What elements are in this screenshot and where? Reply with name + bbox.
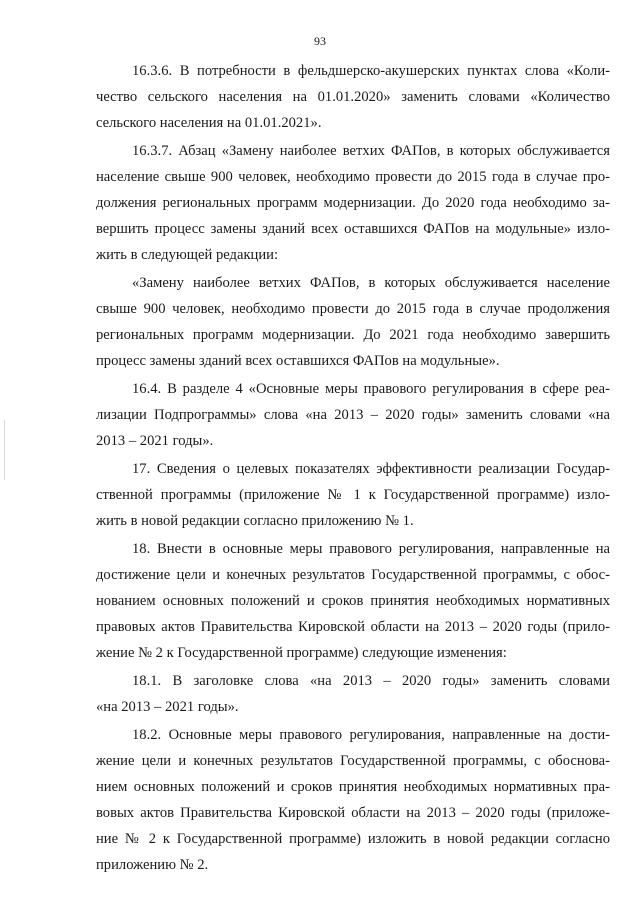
text-line: 2013 – 2021 годы». (96, 433, 214, 449)
paragraph-16-4 (96, 376, 610, 454)
text-line: достижение цели и конечных результатов Государственной программы, с обос- (96, 567, 610, 583)
paragraph-quote-new-text (96, 270, 610, 374)
text-line: 16.3.7. Абзац «Замену наиболее ветхих ФАПов, в которых обслуживается (132, 143, 610, 159)
scan-margin-artifact (4, 420, 5, 480)
text-line: региональных программ модернизации. До 2021 года необходимо завершить (96, 327, 610, 343)
text-line: жить в следующей редакции: (96, 247, 279, 263)
paragraph-16-3-6 (96, 58, 610, 136)
text-line: лизации Подпрограммы» слова «на 2013 – 2020 годы» заменить словами «на (96, 407, 610, 423)
page-number: 93 (314, 34, 326, 48)
text-line: жение цели и конечных результатов Государственной программы, с обоснова- (96, 753, 610, 769)
text-line: 18. Внести в основные меры правового регулирования, направленные на (132, 541, 610, 557)
paragraph-18-1 (96, 668, 610, 720)
text-line: 16.3.6. В потребности в фельдшерско-акушерских пунктах слова «Коли- (132, 63, 610, 79)
text-line: сельского населения на 01.01.2021». (96, 115, 322, 131)
text-line: жить в новой редакции согласно приложению № 1. (96, 513, 414, 529)
text-line: население свыше 900 человек, необходимо провести до 2015 года в случае про- (96, 169, 610, 185)
text-line: 16.4. В разделе 4 «Основные меры правового регулирования в сфере реа- (132, 381, 610, 397)
document-body (96, 58, 610, 878)
text-line: 17. Сведения о целевых показателях эффективности реализации Государ- (132, 461, 610, 477)
text-line: жение № 2 к Государственной программе) следующие изменения: (96, 645, 507, 661)
text-line: процесс замены зданий всех оставшихся ФАПов на модульные». (96, 353, 500, 369)
text-line: ственной программы (приложение № 1 к Государственной программе) изло- (96, 487, 610, 503)
text-line: свыше 900 человек, необходимо провести до 2015 года в случае продолжения (96, 301, 610, 317)
paragraph-18-2 (96, 722, 610, 878)
text-line: нованием основных положений и сроков принятия необходимых нормативных (96, 593, 610, 609)
paragraph-17 (96, 456, 610, 534)
text-line: ние № 2 к Государственной программе) изложить в новой редакции согласно (96, 831, 610, 847)
text-line: правовых актов Правительства Кировской области на 2013 – 2020 годы (прило- (96, 619, 610, 635)
text-line: должения региональных программ модернизации. До 2020 года необходимо за- (96, 195, 610, 211)
text-line: 18.2. Основные меры правового регулирования, направленные на дости- (132, 727, 610, 743)
text-line: нием основных положений и сроков принятия необходимых нормативных пра- (96, 779, 610, 795)
text-line: 18.1. В заголовке слова «на 2013 – 2020 годы» заменить словами (132, 673, 610, 689)
paragraph-16-3-7 (96, 138, 610, 268)
paragraph-18 (96, 536, 610, 666)
text-line: «на 2013 – 2021 годы». (96, 699, 239, 715)
text-line: «Замену наиболее ветхих ФАПов, в которых обслуживается население (132, 275, 610, 291)
text-line: чество сельского населения на 01.01.2020» заменить словами «Количество (96, 89, 610, 105)
text-line: вовых актов Правительства Кировской области на 2013 – 2020 годы (приложе- (96, 805, 610, 821)
text-line: приложению № 2. (96, 857, 209, 873)
text-line: вершить процесс замены зданий всех оставшихся ФАПов на модульные» изло- (96, 221, 610, 237)
